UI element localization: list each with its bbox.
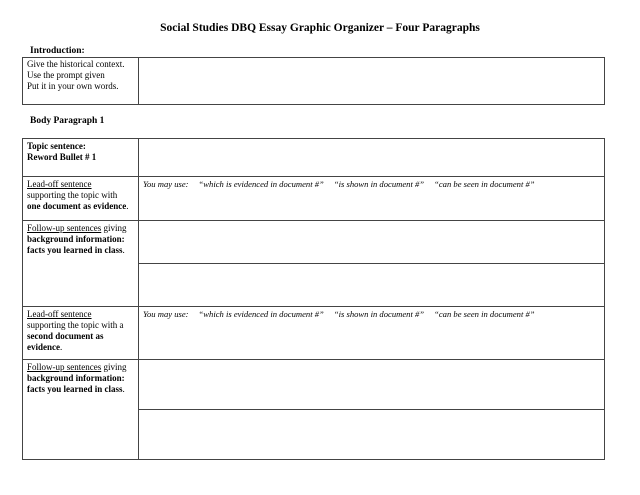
hint-option-2: “is shown in document #”: [333, 309, 425, 319]
leadoff-1-hint: [143, 179, 600, 190]
hint-option-1: “which is evidenced in document #”: [198, 179, 324, 189]
topic-sentence-prompt: [23, 139, 139, 177]
followup-1-answer-cell-b[interactable]: [139, 264, 605, 307]
followup-2-bold-1: background information:: [27, 373, 125, 383]
hint-option-2: “is shown in document #”: [333, 179, 425, 189]
body-paragraph-1-label: Body Paragraph 1: [30, 116, 105, 126]
followup-sentences-2-prompt: [23, 360, 139, 460]
followup-1-bold-2: facts you learned in class: [27, 245, 123, 255]
leadoff-1-text: supporting the topic with: [27, 190, 118, 200]
followup-sentences-1-prompt: [23, 221, 139, 307]
hint-prefix: You may use:: [143, 179, 189, 189]
document-title: Social Studies DBQ Essay Graphic Organizer – Four Paragraphs: [160, 22, 480, 34]
followup-2-heading: Follow-up sentences: [27, 362, 102, 372]
leadoff-2-heading: Lead-off sentence: [27, 309, 92, 319]
leadoff-sentence-1-prompt: [23, 177, 139, 221]
followup-1-giving: giving: [101, 223, 127, 233]
leadoff-1-heading: Lead-off sentence: [27, 179, 92, 189]
leadoff-2-hint: [143, 309, 600, 320]
hint-option-3: “can be seen in document #”: [434, 309, 535, 319]
introduction-label: Introduction:: [30, 46, 85, 56]
followup-2-answer-cell-b[interactable]: [139, 410, 605, 460]
followup-1-period: .: [122, 245, 125, 255]
intro-line-3: Put it in your own words.: [27, 81, 119, 91]
leadoff-2-bold-2: evidence: [27, 342, 60, 352]
leadoff-sentence-2-answer-cell[interactable]: [139, 307, 605, 360]
body-paragraph-1-table: [22, 138, 605, 460]
introduction-answer-cell[interactable]: [139, 58, 605, 105]
leadoff-sentence-1-answer-cell[interactable]: [139, 177, 605, 221]
followup-1-answer-cell-a[interactable]: [139, 221, 605, 264]
followup-2-giving: giving: [101, 362, 127, 372]
followup-2-answer-cell-a[interactable]: [139, 360, 605, 410]
leadoff-1-bold: one document as evidence: [27, 201, 127, 211]
leadoff-sentence-2-prompt: [23, 307, 139, 360]
intro-line-2: Use the prompt given: [27, 70, 105, 80]
hint-option-3: “can be seen in document #”: [434, 179, 535, 189]
hint-prefix: You may use:: [143, 309, 189, 319]
leadoff-2-period: .: [60, 342, 63, 352]
leadoff-2-bold-1: second document as: [27, 331, 104, 341]
followup-1-bold-1: background information:: [27, 234, 125, 244]
followup-2-bold-2: facts you learned in class: [27, 384, 123, 394]
leadoff-2-text: supporting the topic with a: [27, 320, 124, 330]
introduction-instructions: [23, 58, 139, 105]
topic-sentence-label: Topic sentence:: [27, 141, 86, 151]
hint-option-1: “which is evidenced in document #”: [198, 309, 324, 319]
introduction-table: [22, 57, 605, 105]
intro-line-1: Give the historical context.: [27, 59, 125, 69]
leadoff-1-period: .: [126, 201, 129, 211]
topic-sentence-answer-cell[interactable]: [139, 139, 605, 177]
followup-1-heading: Follow-up sentences: [27, 223, 102, 233]
followup-2-period: .: [122, 384, 125, 394]
reword-bullet-label: Reword Bullet # 1: [27, 152, 97, 162]
